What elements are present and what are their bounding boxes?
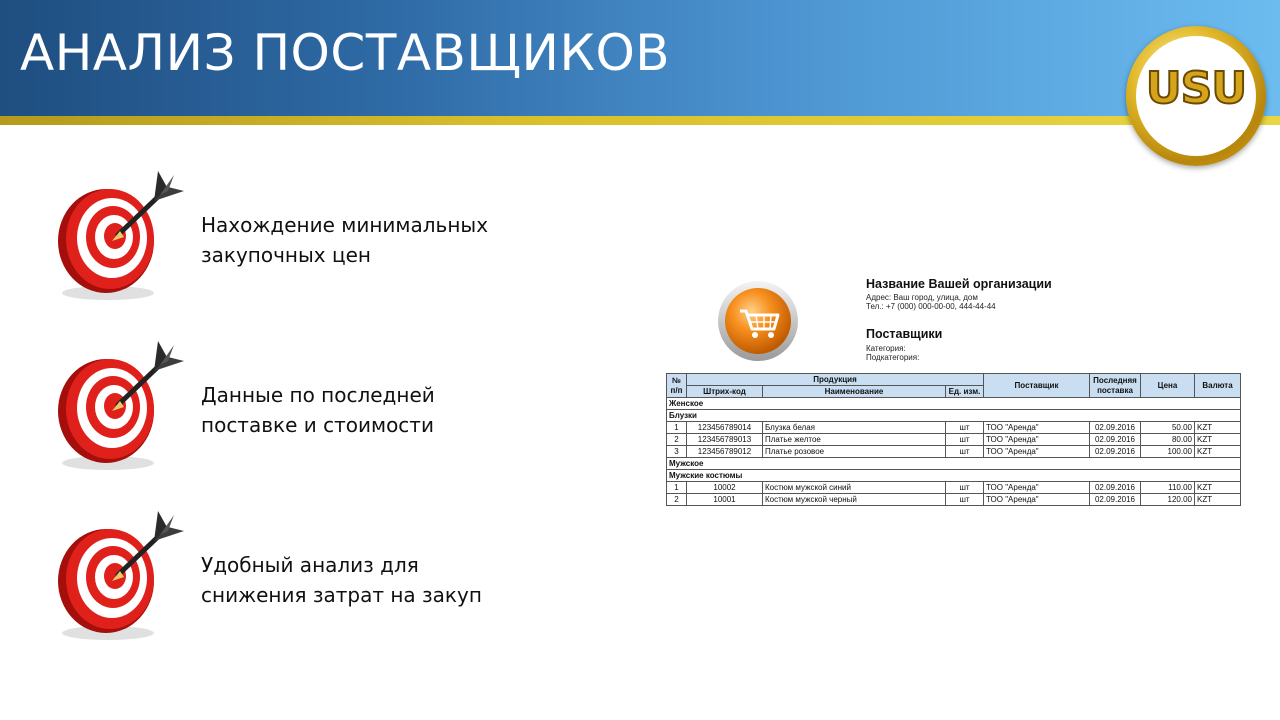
feature-line-2: снижения затрат на закуп — [201, 583, 482, 607]
feature-item-last-delivery — [50, 335, 510, 475]
feature-text — [201, 380, 435, 440]
report-title: Поставщики — [866, 327, 943, 341]
org-phone: Тел.: +7 (000) 000-00-00, 444-44-44 — [866, 302, 996, 311]
col-products: Продукция — [687, 374, 984, 386]
usu-logo — [1126, 26, 1266, 166]
col-unit: Ед. изм. — [946, 386, 984, 398]
dart-target-icon — [50, 335, 190, 475]
dart-target-icon — [50, 505, 190, 645]
col-barcode: Штрих-код — [687, 386, 763, 398]
shopping-cart-icon — [716, 279, 800, 363]
feature-line-2: закупочных цен — [201, 243, 371, 267]
logo-inner-circle — [1136, 36, 1256, 156]
logo-text: USU — [1145, 63, 1247, 114]
table-row: 1 123456789014 Блузка белая шт ТОО "Аренда" 02.09.2016 50.00 KZT — [667, 422, 1241, 434]
org-address: Адрес: Ваш город, улица, дом — [866, 293, 978, 302]
feature-line-2: поставке и стоимости — [201, 413, 434, 437]
feature-item-min-prices — [50, 165, 510, 305]
col-num: № п/п — [667, 374, 687, 398]
subgroup-row: Мужские костюмы — [667, 470, 1241, 482]
group-row: Женское — [667, 398, 1241, 410]
page-title: АНАЛИЗ ПОСТАВЩИКОВ — [20, 24, 671, 82]
table-row: 3 123456789012 Платье розовое шт ТОО "Аренда" 02.09.2016 100.00 KZT — [667, 446, 1241, 458]
category-label: Категория: — [866, 344, 906, 353]
feature-line-1: Нахождение минимальных — [201, 213, 489, 237]
header-stripe — [0, 116, 1280, 125]
feature-item-cost-analysis — [50, 505, 510, 645]
feature-line-1: Удобный анализ для — [201, 553, 419, 577]
col-supplier: Поставщик — [984, 374, 1090, 398]
table-row: 1 10002 Костюм мужской синий шт ТОО "Аренда" 02.09.2016 110.00 KZT — [667, 482, 1241, 494]
col-price: Цена — [1141, 374, 1195, 398]
table-row: 2 123456789013 Платье желтое шт ТОО "Аренда" 02.09.2016 80.00 KZT — [667, 434, 1241, 446]
subgroup-row: Блузки — [667, 410, 1241, 422]
table-row: 2 10001 Костюм мужской черный шт ТОО "Аренда" 02.09.2016 120.00 KZT — [667, 494, 1241, 506]
supplier-table — [666, 373, 1241, 506]
feature-text — [201, 210, 488, 270]
supplier-report-preview — [666, 275, 1240, 515]
dart-target-icon — [50, 165, 190, 305]
col-currency: Валюта — [1195, 374, 1241, 398]
org-name: Название Вашей организации — [866, 277, 1052, 291]
table-header-row — [667, 374, 1241, 386]
col-name: Наименование — [763, 386, 946, 398]
col-last-delivery: Последняя поставка — [1090, 374, 1141, 398]
group-row: Мужское — [667, 458, 1241, 470]
feature-line-1: Данные по последней — [201, 383, 435, 407]
feature-text — [201, 550, 482, 610]
subcategory-label: Подкатегория: — [866, 353, 920, 362]
